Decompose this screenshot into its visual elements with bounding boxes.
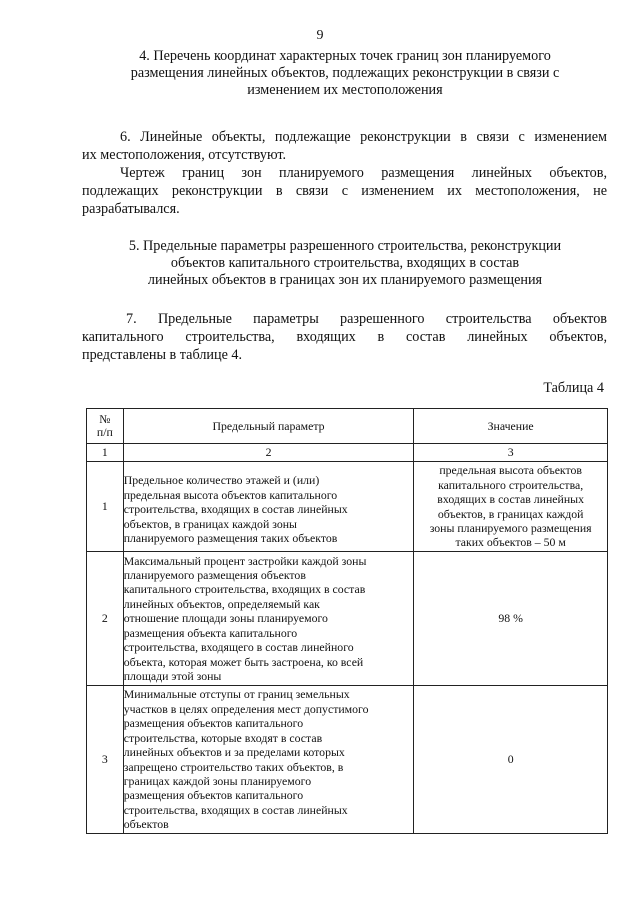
cell-line: строительства, входящего в состав линейного bbox=[123, 640, 354, 655]
parameter-cell bbox=[123, 462, 414, 552]
table-row bbox=[87, 552, 608, 686]
value-cell bbox=[414, 552, 608, 686]
cell-line: входящих в состав линейных bbox=[437, 492, 584, 507]
header-number bbox=[87, 409, 124, 444]
cell-line: Предельное количество этажей и (или) bbox=[123, 473, 320, 488]
cell-line: 0 bbox=[507, 752, 514, 767]
table-row bbox=[87, 686, 608, 834]
cell-line: размещения объекта капитального bbox=[123, 625, 298, 640]
paragraph-line: 6. Линейные объекты, подлежащие реконструкции в связи с изменением bbox=[120, 129, 607, 145]
cell-line: размещения объектов капитального bbox=[123, 716, 304, 731]
row-number: 3 bbox=[87, 686, 124, 834]
row-number: 1 bbox=[87, 462, 124, 552]
cell-line: строительства, входящих в состав линейных bbox=[123, 802, 348, 817]
section-5-heading bbox=[80, 238, 610, 289]
paragraph-line: разрабатывался. bbox=[82, 201, 180, 217]
paragraph-line: капитального строительства, входящих в состав линейных объектов, bbox=[82, 329, 607, 345]
paragraph-drawing bbox=[82, 164, 607, 218]
cell-line: границах каждой зоны планируемого bbox=[123, 773, 312, 788]
paragraph-line: их местоположения, отсутствуют. bbox=[82, 147, 287, 163]
cell-line: предельная высота объектов bbox=[439, 463, 582, 478]
paragraph-6 bbox=[82, 128, 607, 164]
paragraph-line: Чертеж границ зон планируемого размещения линейных объектов, bbox=[120, 165, 607, 181]
paragraph-7 bbox=[82, 310, 607, 364]
heading-line: 5. Предельные параметры разрешенного строительства, реконструкции bbox=[128, 238, 562, 254]
page-number: 9 bbox=[316, 28, 324, 43]
cell-line: объектов bbox=[123, 817, 169, 832]
value-cell bbox=[414, 686, 608, 834]
heading-line: размещения линейных объектов, подлежащих реконструкции в связи с bbox=[130, 65, 560, 81]
cell-line: Максимальный процент застройки каждой зоны bbox=[123, 553, 367, 568]
paragraph-line: подлежащих реконструкции в связи с изменением их местоположения, не bbox=[82, 183, 607, 199]
cell-line: объектов, в границах каждой зоны bbox=[123, 516, 297, 531]
cell-line: таких объектов – 50 м bbox=[455, 535, 566, 550]
heading-line: 4. Перечень координат характерных точек границ зон планируемого bbox=[139, 48, 551, 64]
parameter-cell bbox=[123, 552, 414, 686]
header-number-symbol: № bbox=[99, 412, 111, 426]
cell-line: участков в целях определения мест допустимого bbox=[123, 701, 369, 716]
cell-line: площади этой зоны bbox=[123, 668, 222, 683]
heading-line: объектов капитального строительства, входящих в состав bbox=[170, 255, 520, 271]
cell-line: отношение площади зоны планируемого bbox=[123, 611, 328, 626]
parameter-cell bbox=[123, 686, 414, 834]
cell-line: строительства, которые входят в состав bbox=[123, 730, 323, 745]
parameters-table bbox=[86, 408, 608, 834]
cell-line: планируемого размещения таких объектов bbox=[123, 531, 338, 546]
header-number-abbrev: п/п bbox=[96, 425, 113, 439]
cell-line: 98 % bbox=[498, 611, 523, 626]
cell-line: размещения объектов капитального bbox=[123, 788, 304, 803]
cell-line: строительства, входящих в состав линейных bbox=[123, 502, 348, 517]
row-number: 2 bbox=[87, 552, 124, 686]
cell-line: запрещено строительство таких объектов, в bbox=[123, 759, 344, 774]
cell-line: Минимальные отступы от границ земельных bbox=[123, 687, 350, 702]
cell-line: линейных объектов, определяемый как bbox=[123, 596, 320, 611]
table-row bbox=[87, 462, 608, 552]
cell-line: зоны планируемого размещения bbox=[429, 520, 592, 535]
table-caption: Таблица 4 bbox=[543, 380, 604, 396]
paragraph-line: представлены в таблице 4. bbox=[82, 347, 243, 363]
value-cell bbox=[414, 462, 608, 552]
cell-line: линейных объектов и за пределами которых bbox=[123, 745, 345, 760]
cell-line: предельная высота объектов капитального bbox=[123, 487, 338, 502]
header-parameter: Предельный параметр bbox=[123, 409, 414, 444]
index-cell: 1 bbox=[87, 444, 124, 462]
header-value: Значение bbox=[414, 409, 608, 444]
cell-line: планируемого размещения объектов bbox=[123, 568, 306, 583]
cell-line: объекта, которая может быть застроена, ко всей bbox=[123, 654, 364, 669]
cell-line: капитального строительства, bbox=[438, 477, 584, 492]
cell-line: объектов, в границах каждой bbox=[437, 506, 584, 521]
heading-line: линейных объектов в границах зон их планируемого размещения bbox=[147, 272, 543, 288]
paragraph-line: 7. Предельные параметры разрешенного строительства объектов bbox=[126, 311, 607, 327]
section-4-heading bbox=[80, 48, 610, 99]
index-cell: 2 bbox=[123, 444, 414, 462]
table-header-row bbox=[87, 409, 608, 444]
heading-line: изменением их местоположения bbox=[247, 82, 443, 98]
cell-line: капитального строительства, входящих в состав bbox=[123, 582, 366, 597]
table-index-row bbox=[87, 444, 608, 462]
index-cell: 3 bbox=[414, 444, 608, 462]
